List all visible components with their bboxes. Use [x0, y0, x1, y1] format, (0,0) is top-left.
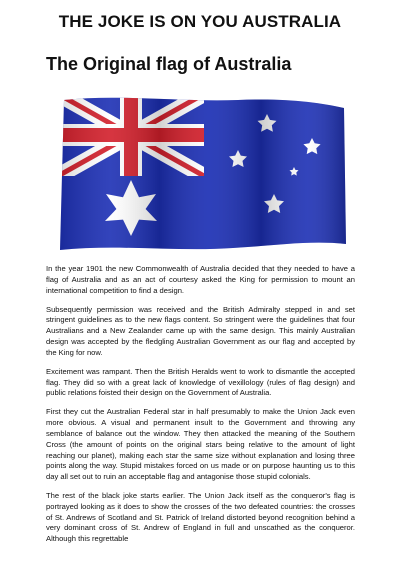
paragraph: The rest of the black joke starts earlier. The Union Jack itself as the conqueror's flag is portrayed looking as it does to show the crosses of the two defeated countries: the crosses of St. Andrews of Scotland and St. Patrick of Ireland distorted beyond recognition behind a very dominant cross of St. Andrew of England in full and unscathed as the conqueror. Although this regrettable: [46, 491, 355, 544]
section-heading: The Original flag of Australia: [46, 54, 292, 74]
article-body: [46, 264, 355, 553]
paragraph: Excitement was rampant. Then the British Heralds went to work to dismantle the accepted flag. They did so with a great lack of knowledge of vexillology (rules of flag design) and public relations foisted their design on the Government of Australia.: [46, 366, 355, 398]
australian-flag-image: [58, 94, 348, 254]
paragraph: Subsequently permission was received and the British Admiralty stepped in and set stringent guidelines as to the new flags content. So stringent were the guidelines that four Australians and a New Zealander came up with the same design. This mainly Australian design was accepted by the fledgling Australian Government as our flag and accepted by the King for now.: [46, 304, 355, 357]
paragraph: First they cut the Australian Federal star in half presumably to make the Union Jack even more obvious. A visual and permanent insult to the Government and throwing any semblance of balance out the window. They then attacked the meaning of the Southern Cross (the amount of points on the original stars being relative to the amount of light reaching our planet), making each star the same size without explanation and losing three points along the way. Stupid mistakes forced on us made or on purpose haunting us to this day all set out to ruin an acceptable flag and antagonise those stupid colonials.: [46, 407, 355, 482]
document-title: THE JOKE IS ON YOU AUSTRALIA: [58, 12, 342, 31]
paragraph: In the year 1901 the new Commonwealth of Australia decided that they needed to have a flag of Australia and as an act of courtesy asked the King for permission to mount an international competition to find a design.: [46, 264, 355, 295]
flag-illustration: [58, 94, 348, 254]
